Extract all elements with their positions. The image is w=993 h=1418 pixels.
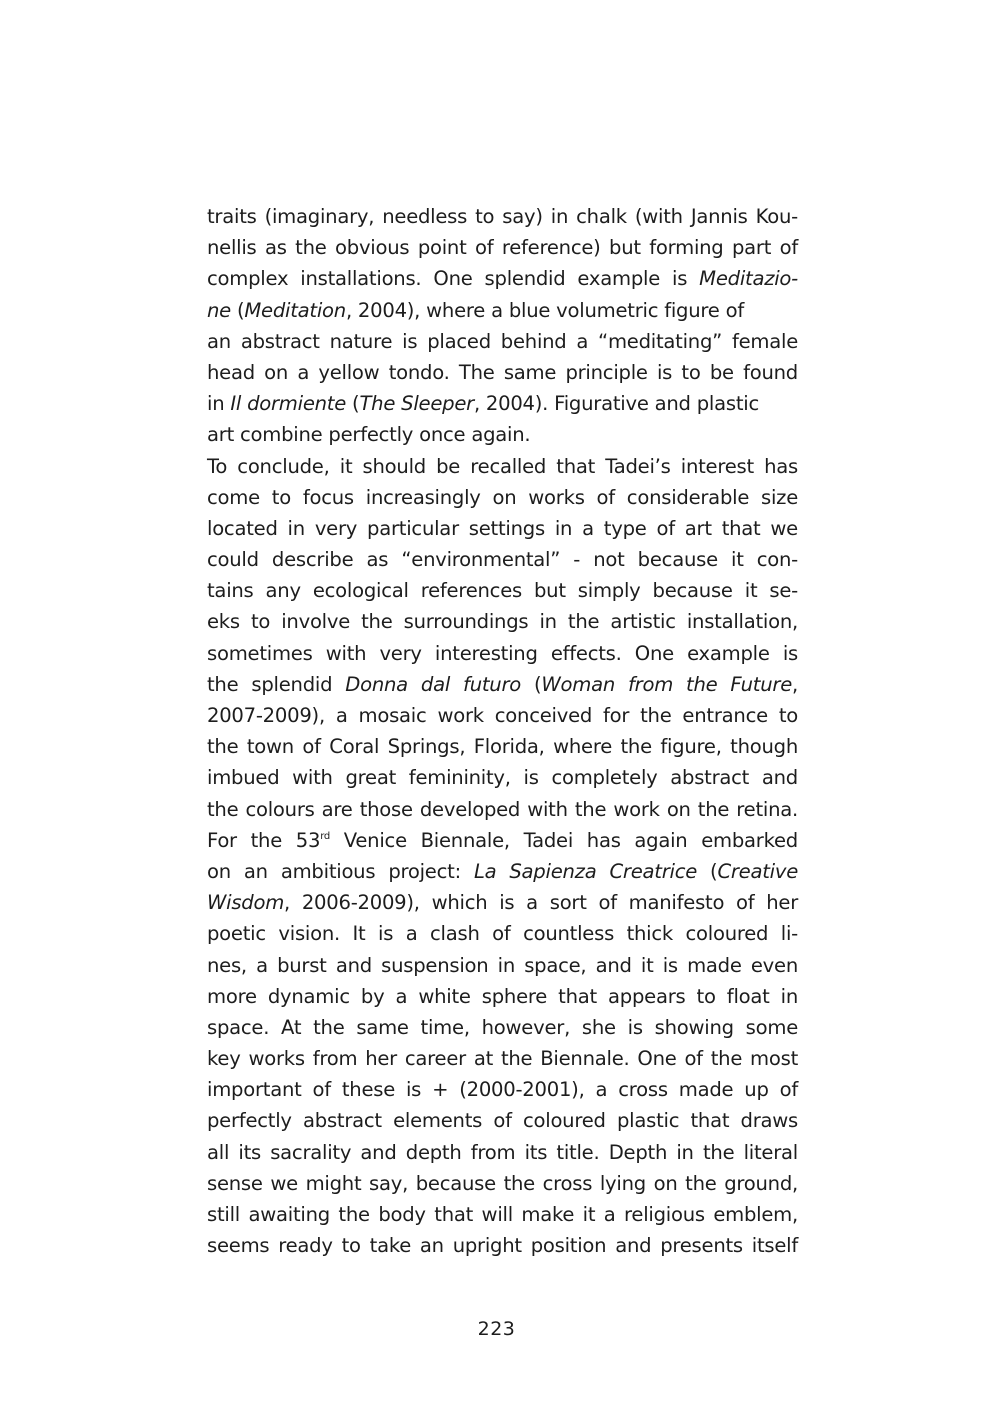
- text-segment: poetic vision. It is a clash of countless thick coloured li-: [207, 922, 798, 946]
- text-line: [207, 451, 798, 482]
- text-segment: art combine perfectly once again.: [207, 423, 531, 447]
- page-number: 223: [477, 1318, 516, 1340]
- text-segment: sense we might say, because the cross lying on the ground,: [207, 1171, 798, 1195]
- text-line: [207, 825, 798, 856]
- text-line: [207, 638, 798, 669]
- text-line: [207, 295, 798, 326]
- text-segment: come to focus increasingly on works of considerable size: [207, 485, 798, 509]
- text-segment: in: [207, 392, 225, 416]
- text-segment: eks to involve the surroundings in the artistic installation,: [207, 610, 798, 634]
- text-line: [207, 1137, 798, 1168]
- text-segment: the colours are those developed with the work on the retina.: [207, 797, 798, 821]
- italic-title: Donna dal futuro: [345, 672, 522, 696]
- text-line: [207, 1168, 798, 1199]
- text-segment: more dynamic by a white sphere that appears to float in: [207, 984, 798, 1008]
- text-segment: perfectly abstract elements of coloured plastic that draws: [207, 1109, 798, 1133]
- text-line: [207, 887, 798, 918]
- text-line: [207, 1074, 798, 1105]
- text-segment: , 2004). Figurative and plastic: [473, 392, 759, 416]
- text-segment: traits (imaginary, needless to say) in chalk (with Jannis Kou-: [207, 205, 798, 228]
- text-segment: space. At the same time, however, she is showing some: [207, 1015, 798, 1039]
- text-line: [207, 606, 798, 637]
- text-segment: ,: [792, 672, 799, 696]
- text-segment: (: [236, 298, 245, 322]
- text-line: [207, 1012, 798, 1043]
- text-segment: nellis as the obvious point of reference) but forming part of: [207, 236, 798, 260]
- text-line: [207, 201, 798, 232]
- text-segment: nes, a burst and suspension in space, and it is made even: [207, 953, 798, 977]
- italic-title: ne: [207, 298, 231, 322]
- text-line: [207, 263, 798, 294]
- text-line: [207, 544, 798, 575]
- text-segment: located in very particular settings in a type of art that we: [207, 516, 798, 540]
- text-segment: key works from her career at the Biennale. One of the most: [207, 1047, 798, 1071]
- italic-title: Il dormiente: [230, 392, 347, 416]
- italic-title: Meditazio-: [699, 267, 798, 291]
- text-line: [207, 1043, 798, 1074]
- text-segment: imbued with great femininity, is completely abstract and: [207, 766, 798, 790]
- text-line: [207, 700, 798, 731]
- text-segment: To conclude, it should be recalled that Tadei’s interest has: [207, 454, 798, 478]
- text-segment: 2007-2009), a mosaic work conceived for the entrance to: [207, 704, 798, 727]
- text-line: [207, 232, 798, 263]
- italic-title: La Sapienza Creatrice: [473, 859, 698, 883]
- text-line: [207, 1105, 798, 1136]
- text-segment: tains any ecological references but simply because it se-: [207, 579, 798, 603]
- text-segment: Venice Biennale, Tadei has again embarked: [330, 828, 798, 852]
- text-line: [207, 762, 798, 793]
- body-text: [207, 201, 798, 1261]
- text-segment: an abstract nature is placed behind a “meditating” female: [207, 329, 798, 353]
- text-segment: important of these is + (2000-2001), a cross made up of: [207, 1078, 798, 1102]
- text-segment: still awaiting the body that will make it a religious emblem,: [207, 1203, 798, 1226]
- text-line: [207, 981, 798, 1012]
- text-segment: For the 53: [207, 828, 321, 852]
- text-segment: the town of Coral Springs, Florida, where the figure, though: [207, 735, 798, 759]
- superscript: rd: [320, 830, 330, 842]
- text-segment: could describe as “environmental” - not because it con-: [207, 548, 798, 572]
- text-segment: (: [697, 859, 718, 883]
- italic-title: Creative: [717, 859, 799, 883]
- text-line: [207, 794, 798, 825]
- text-line: [207, 669, 798, 700]
- italic-title: The Sleeper: [359, 392, 474, 416]
- text-line: [207, 575, 798, 606]
- text-segment: head on a yellow tondo. The same principle is to be found: [207, 360, 798, 384]
- text-segment: on an ambitious project:: [207, 859, 474, 883]
- text-segment: , 2004), where a blue volumetric figure of: [345, 298, 744, 322]
- text-segment: complex installations. One splendid example is: [207, 267, 700, 291]
- text-line: [207, 1199, 798, 1230]
- text-segment: seems ready to take an upright position and presents itself: [207, 1234, 798, 1258]
- italic-title: Wisdom: [207, 891, 285, 915]
- italic-title: Woman from the Future: [541, 672, 793, 696]
- text-segment: (: [521, 672, 542, 696]
- text-line: [207, 918, 798, 949]
- text-line: [207, 950, 798, 981]
- text-line: [207, 856, 798, 887]
- text-line: [207, 482, 798, 513]
- text-segment: the splendid: [207, 672, 346, 696]
- text-segment: , 2006-2009), which is a sort of manifesto of her: [284, 891, 798, 915]
- text-segment: (: [352, 392, 360, 416]
- text-segment: sometimes with very interesting effects. One example is: [207, 641, 798, 665]
- italic-title: Meditation: [244, 298, 346, 322]
- text-line: [207, 388, 798, 419]
- text-line: [207, 513, 798, 544]
- text-line: [207, 357, 798, 388]
- text-line: [207, 419, 798, 450]
- text-line: [207, 731, 798, 762]
- text-segment: all its sacrality and depth from its title. Depth in the literal: [207, 1140, 798, 1164]
- text-line: [207, 326, 798, 357]
- text-line: [207, 1230, 798, 1261]
